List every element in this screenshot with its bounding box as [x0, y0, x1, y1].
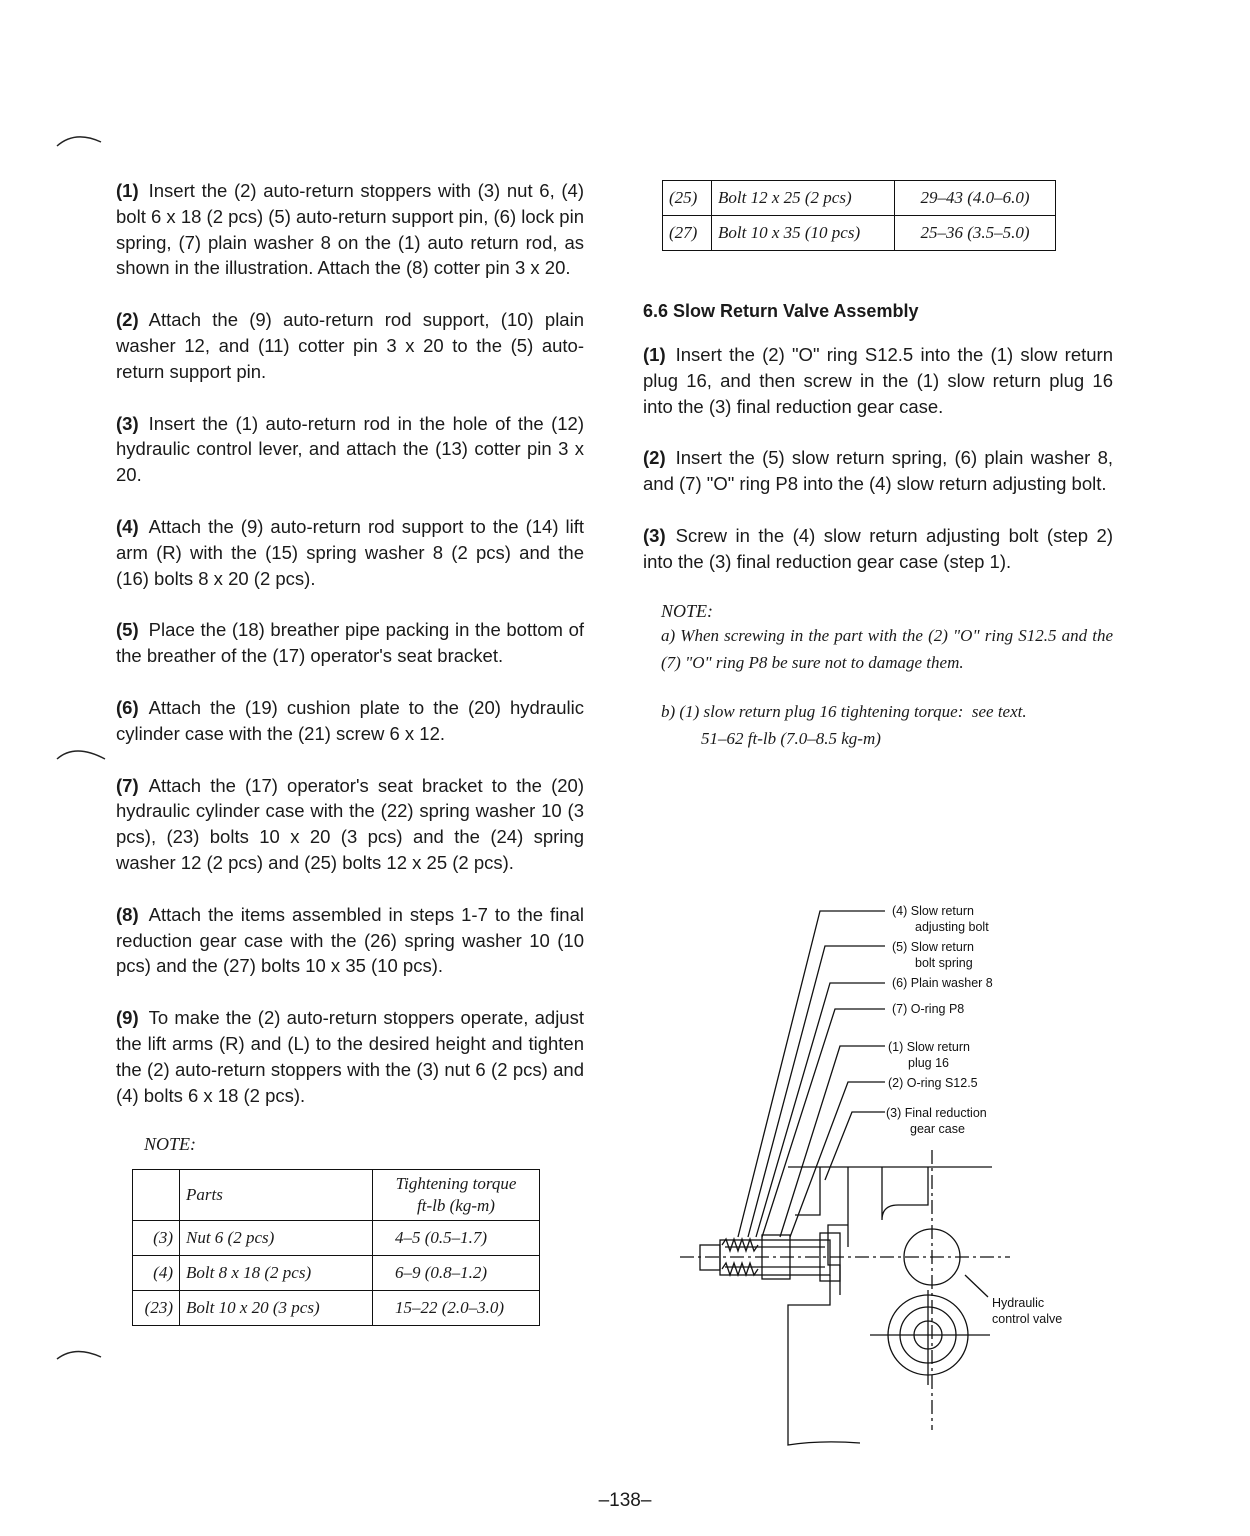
left-column: [116, 178, 584, 1326]
step-7: (7) Attach the (17) operator's seat bracket to the (20) hydraulic cylinder case with the (22) spring washer 10 (3 pcs), (23) bolts 10 x 20 (3 pcs) and the (24) spring washer 12 (2 pcs) and (25) bolts 12 x 25 (2 pcs).: [116, 774, 584, 873]
gear-case-outline: [788, 1167, 992, 1445]
label-3b: gear case: [910, 1122, 965, 1136]
section-step-2: (2) Insert the (5) slow return spring, (6) plain washer 8, and (7) "O" ring P8 into the (4) slow return adjusting bolt.: [643, 447, 1113, 495]
step-6: (6) Attach the (19) cushion plate to the (20) hydraulic cylinder case with the (21) screw 6 x 12.: [116, 696, 584, 744]
step-5: (5) Place the (18) breather pipe packing in the bottom of the breather of the (17) operator's seat bracket.: [116, 619, 584, 667]
step-2: (2) Attach the (9) auto-return rod support, (10) plain washer 12, and (11) cotter pin 3 x 20 to the (5) auto-return support pin.: [116, 309, 584, 382]
label-7: (7) O-ring P8: [892, 1002, 965, 1016]
note-label: NOTE:: [144, 1134, 197, 1155]
label-5b: bolt spring: [915, 956, 973, 970]
step-8: (8) Attach the items assembled in steps 1-7 to the final reduction gear case with the (26) spring washer 10 (10 pcs) and the (27) bolts 10 x 35 (10 pcs).: [116, 903, 584, 977]
slow-return-valve-figure: [670, 895, 1110, 1450]
label-control-valve: control valve: [992, 1312, 1063, 1326]
label-4: (4) Slow return: [892, 904, 974, 918]
step-4: (4) Attach the (9) auto-return rod support to the (14) lift arm (R) with the (15) spring washer 8 (2 pcs) and the (16) bolts 8 x 20 (2 pcs).: [116, 515, 584, 589]
scan-mark: [55, 1345, 105, 1365]
label-5: (5) Slow return: [892, 940, 974, 954]
header-parts: Parts: [180, 1170, 373, 1221]
label-4b: adjusting bolt: [915, 920, 989, 934]
label-hydraulic: Hydraulic: [992, 1296, 1045, 1310]
step-9: (9) To make the (2) auto-return stoppers operate, adjust the lift arms (R) and (L) to the desired height and tighten the (2) auto-return stoppers with the (3) nut 6 (2 pcs) and (4) bolts 6 x 18 (2 pcs).: [116, 1007, 584, 1106]
section-note-label: NOTE:: [661, 600, 714, 621]
torque-table: [132, 1169, 540, 1326]
header-torque: Tightening torque ft-lb (kg-m): [373, 1170, 540, 1221]
section-title: 6.6 Slow Return Valve Assembly: [643, 301, 919, 321]
table-row: (3) Nut 6 (2 pcs) 4–5 (0.5–1.7): [133, 1221, 540, 1256]
page-number: –138–: [598, 1490, 652, 1511]
label-3: (3) Final reduction: [886, 1106, 987, 1120]
leader-line-4: [738, 911, 885, 1237]
label-2: (2) O-ring S12.5: [888, 1076, 978, 1090]
label-1b: plug 16: [908, 1056, 950, 1070]
section-step-3: (3) Screw in the (4) slow return adjusting bolt (step 2) into the (3) final reduction gear case (step 1).: [643, 524, 1113, 572]
table-header-row: [133, 1170, 540, 1221]
scan-mark: [55, 130, 105, 150]
step-3: (3) Insert the (1) auto-return rod in the hole of the (12) hydraulic control lever, and attach the (13) cotter pin 3 x 20.: [116, 412, 584, 486]
torque-table-continued: [662, 180, 1056, 251]
note-a: a) When screwing in the part with the (2) "O" ring S12.5 and the (7) "O" ring P8 be sure not to damage them.: [661, 625, 1113, 672]
leader-line-hv: [965, 1275, 988, 1297]
table-row: (27) Bolt 10 x 35 (10 pcs) 25–36 (3.5–5.0): [663, 216, 1056, 251]
label-6: (6) Plain washer 8: [892, 976, 993, 990]
step-1: (1) Insert the (2) auto-return stoppers with (3) nut 6, (4) bolt 6 x 18 (2 pcs) (5) auto-return support pin, (6) lock pin spring, (7) plain washer 8 on the (1) auto return rod, as shown in the illustration. Attach the (8) cotter pin 3 x 20.: [116, 180, 584, 279]
right-column: [643, 180, 1113, 752]
note-b: b) (1) slow return plug 16 tightening torque: see text. 51–62 ft-lb (7.0–8.5 kg-m): [661, 701, 1027, 748]
label-1: (1) Slow return: [888, 1040, 970, 1054]
scan-mark: [55, 745, 115, 765]
table-row: (23) Bolt 10 x 20 (3 pcs) 15–22 (2.0–3.0): [133, 1291, 540, 1326]
table-row: (25) Bolt 12 x 25 (2 pcs) 29–43 (4.0–6.0): [663, 181, 1056, 216]
section-step-1: (1) Insert the (2) "O" ring S12.5 into the (1) slow return plug 16, and then screw in the (1) slow return plug 16 into the (3) final reduction gear case.: [643, 344, 1113, 417]
leader-line-7: [762, 1009, 885, 1237]
table-row: (4) Bolt 8 x 18 (2 pcs) 6–9 (0.8–1.2): [133, 1256, 540, 1291]
leader-line-3: [825, 1112, 885, 1180]
leader-line-1: [780, 1046, 885, 1237]
slow-return-spring: [722, 1239, 758, 1251]
